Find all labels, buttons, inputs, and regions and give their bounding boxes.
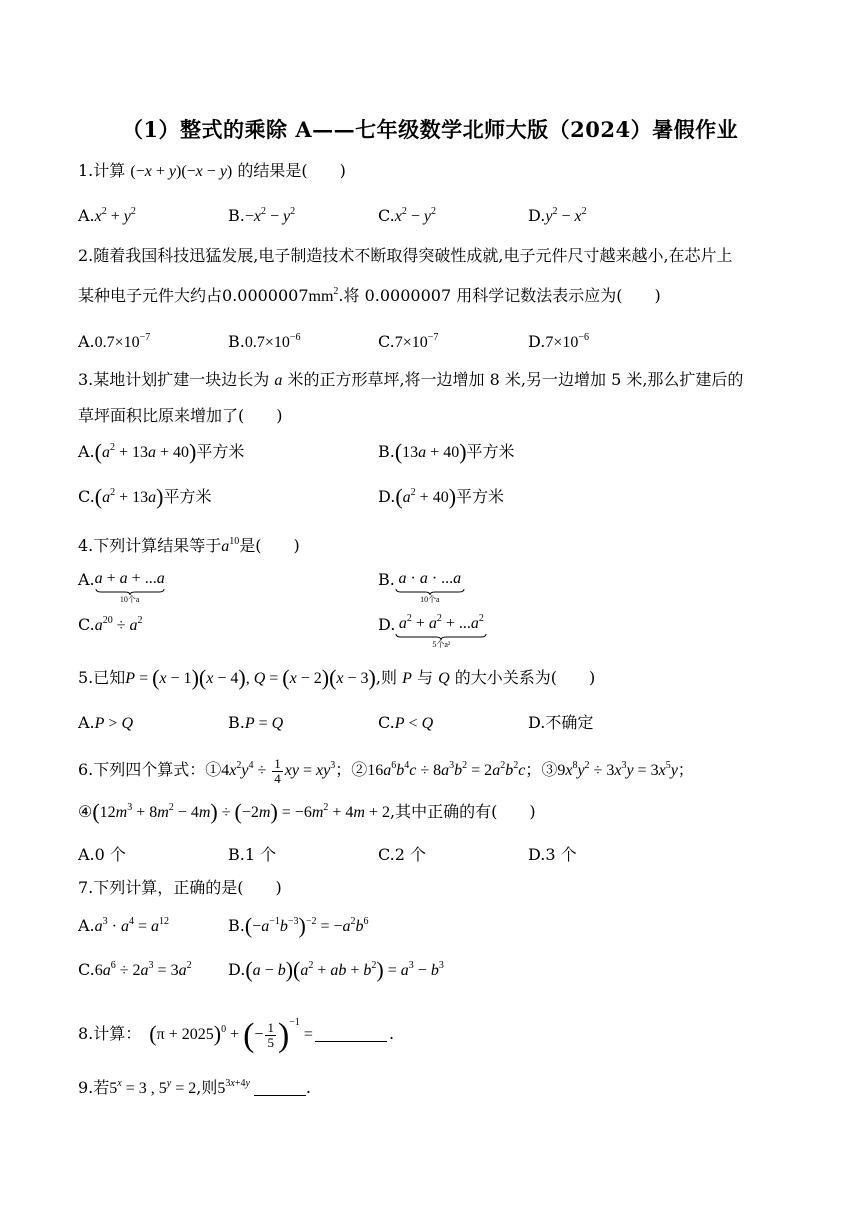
question-3-stem-line2: 草坪面积比原来增加了( ) xyxy=(78,406,283,425)
q3-option-c: $C.(a^2 + 13a)$平方米 xyxy=(78,484,212,509)
question-6-stem-line1: 6.下列四个算式：$①4x^2y^4$ ÷ $\frac{1}{4}$ xy = $xy^3$；$②16a^6b^4c \div 8a^3b^2 = 2a^2b^2c$；$③9x^8y^2 \div 3x^3y = 3x^5y$； xyxy=(78,756,694,786)
page-title: （1）整式的乘除 A——七年级数学北师大版（2024）暑假作业 xyxy=(121,117,739,142)
q4-option-a: A. a + a + ...a 10个a xyxy=(78,570,165,604)
q5-option-d: D.不确定 xyxy=(528,713,594,732)
question-1-stem xyxy=(78,160,346,183)
question-8-stem: 8.计算： $(\pi + 2025)^0$ + (− $\frac{1}{5}$ )$^{-1}$ = . xyxy=(78,1017,395,1055)
q6-option-c: C.2 个 xyxy=(378,845,427,864)
q6-option-b: B.1 个 xyxy=(228,845,277,864)
q1-stem-suffix: 的结果是( ) xyxy=(237,161,346,180)
q4-option-d: D. $a^2 + a^2 + ...a^2$ 5个a² xyxy=(378,614,487,649)
q7-option-d: $D.(a - b)(a^2$ + ab + $b^2) = a^3 - b^3$ xyxy=(228,957,444,982)
q1-option-b: $B.-x^2 - y^2$ xyxy=(228,206,296,225)
q5-option-c: C.P < Q xyxy=(378,713,434,732)
q3-option-d: $D.(a^2 + 40)$平方米 xyxy=(378,484,505,509)
q3-option-b: B.(13a + 40)平方米 xyxy=(378,439,515,464)
q1-option-c: $C.x^2 - y^2$ xyxy=(378,206,437,225)
q1-option-a: $A.x^2 + y^2$ xyxy=(78,206,136,225)
q2-option-d: $D.7\times 10^{-6}$ xyxy=(528,332,590,351)
q1-expression: (−x + y)(−x − y) xyxy=(130,163,233,180)
q7-option-c: $C.6a^6 \div 2a^3 = 3a^2$ xyxy=(78,960,192,979)
q3-option-a: $A.(a^2 + 13a + 40)$平方米 xyxy=(78,439,245,464)
q7-option-a: $A.a^3 \cdot a^4 = a^{12}$ xyxy=(78,916,169,935)
question-3-stem-line1: 3.某地计划扩建一块边长为 a 米的正方形草坪,将一边增加 8 米,另一边增加 5 米,那么扩建后的 xyxy=(78,370,744,389)
q4-option-b: B. a · a · ...a 10个a xyxy=(378,569,465,604)
q5-option-b: B.P = Q xyxy=(228,713,284,732)
q2-option-a: $A.0.7\times 10^{-7}$ xyxy=(78,332,151,351)
question-5-stem: 5.已知P = (x − 1)(x − 4), Q = (x − 2)(x − 3),则 P 与 Q 的大小关系为( ) xyxy=(78,665,596,690)
q1-stem-prefix: 1.计算 xyxy=(78,161,126,180)
q5-option-a: A.P > Q xyxy=(78,713,134,732)
q8-answer-blank[interactable] xyxy=(315,1041,387,1042)
q7-option-b: $B.(-a^{-1}b^{-3})^{-2} = -a^2b^6$ xyxy=(228,913,369,938)
q6-option-a: A.0 个 xyxy=(78,845,126,864)
question-9-stem: 9.若$5^x = 3$ , $5^y = 2$,则$5^{3x+4y}$ . xyxy=(78,1078,311,1097)
question-2-stem-line1: 2.随着我国科技迅猛发展,电子制造技术不断取得突破性成就,电子元件尺寸越来越小,在芯片上 xyxy=(78,246,733,265)
q2-option-c: $C.7\times 10^{-7}$ xyxy=(378,332,439,351)
question-6-stem-line2: $④(12m^3 + 8m^2 - 4m) \div (-2m) = -6m^2 + 4m + 2$,其中正确的有( ) xyxy=(78,799,536,824)
question-7-stem: 7.下列计算，正确的是( ) xyxy=(78,878,282,897)
question-4-stem: 4.下列计算结果等于$a^{10}$是( ) xyxy=(78,536,300,555)
q4-option-c: $C.a^{20} \div a^2$ xyxy=(78,615,143,634)
q1-option-d: $D.y^2 - x^2$ xyxy=(528,206,587,225)
question-2-stem-line2: 某种电子元件大约占$0.0000007mm^2$.将 0.0000007 用科学记数法表示应为( ) xyxy=(78,286,661,305)
q2-option-b: $B.0.7\times 10^{-6}$ xyxy=(228,332,301,351)
q6-option-d: D.3 个 xyxy=(528,845,577,864)
q9-answer-blank[interactable] xyxy=(254,1095,306,1096)
